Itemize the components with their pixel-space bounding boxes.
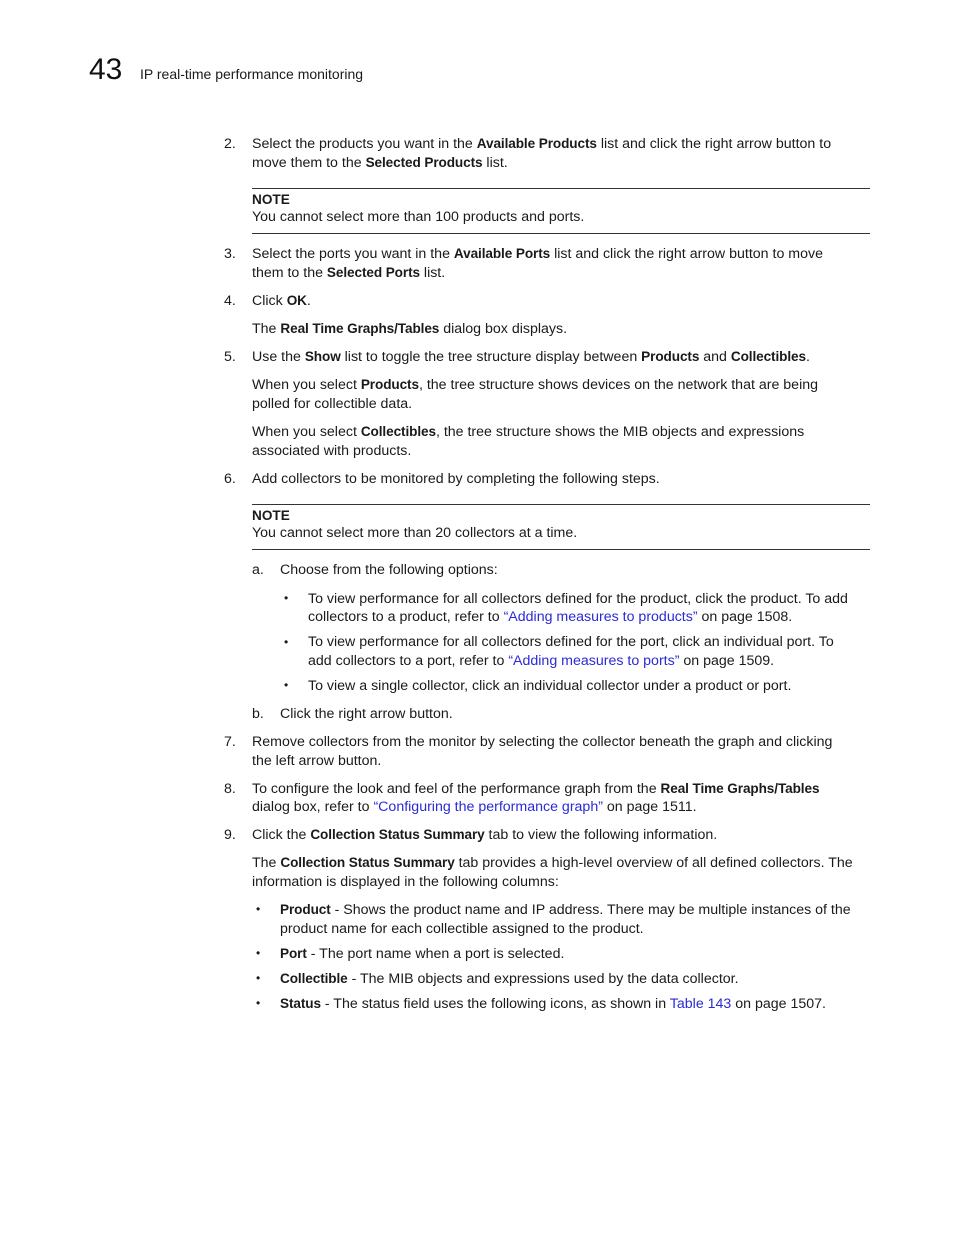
bullet-text: collectors to a product, refer to “Adding measures to products” on page 1508. — [308, 609, 793, 625]
paragraph: When you select Products, the tree structure shows devices on the network that are being — [252, 377, 818, 393]
step-number: 4. — [224, 293, 236, 309]
step-number: 9. — [224, 827, 236, 843]
bullet-icon: • — [256, 996, 261, 1010]
ui-term: Products — [641, 349, 700, 364]
ui-term: Products — [360, 377, 419, 392]
ui-term: Selected Ports — [326, 265, 420, 280]
substep-text: Click the right arrow button. — [280, 706, 453, 722]
ui-term: Available Ports — [453, 246, 551, 261]
step-text: dialog box, refer to “Configuring the performance graph” on page 1511. — [252, 799, 697, 815]
column-description: Status - The status field uses the following icons, as shown in Table 143 on page 1507. — [280, 996, 826, 1012]
step-number: 7. — [224, 734, 236, 750]
ui-term: Collection Status Summary — [280, 855, 455, 870]
step-number: 5. — [224, 349, 236, 365]
step-number: 6. — [224, 471, 236, 487]
bullet-icon: • — [284, 635, 289, 649]
table-reference-link[interactable]: Table 143 — [669, 996, 732, 1012]
substep-letter: b. — [252, 706, 264, 722]
step-text: move them to the Selected Products list. — [252, 155, 508, 171]
step-text: Select the ports you want in the Available Ports list and click the right arrow button to move — [252, 246, 823, 262]
bullet-icon: • — [284, 678, 289, 692]
paragraph: polled for collectible data. — [252, 396, 413, 412]
bullet-icon: • — [284, 591, 289, 605]
ui-term: Collectibles — [730, 349, 806, 364]
bullet-text: To view performance for all collectors defined for the port, click an individual port. To — [308, 634, 834, 650]
bullet-text: To view a single collector, click an individual collector under a product or port. — [308, 678, 792, 694]
column-name: Port — [280, 946, 307, 961]
bullet-text: To view performance for all collectors defined for the product, click the product. To add — [308, 591, 848, 607]
note-top-rule — [252, 188, 870, 189]
chapter-number: 43 — [89, 53, 123, 86]
step-number: 2. — [224, 136, 236, 152]
step-text: Select the products you want in the Available Products list and click the right arrow button to — [252, 136, 832, 152]
paragraph: The Real Time Graphs/Tables dialog box displays. — [252, 321, 568, 337]
note-bottom-rule — [252, 233, 870, 234]
chapter-title: IP real-time performance monitoring — [140, 66, 364, 82]
step-text: Add collectors to be monitored by completing the following steps. — [252, 471, 660, 487]
note-bottom-rule — [252, 549, 870, 550]
step-text: Use the Show list to toggle the tree structure display between Products and Collectibles. — [252, 349, 810, 365]
substep-text: Choose from the following options: — [280, 562, 498, 578]
ui-term: Selected Products — [365, 155, 483, 170]
cross-reference-link[interactable]: “Adding measures to products” — [503, 609, 698, 625]
note-label: NOTE — [252, 508, 290, 523]
column-description: Product - Shows the product name and IP address. There may be multiple instances of the — [280, 902, 851, 918]
column-description: product name for each collectible assigned to the product. — [280, 921, 644, 937]
substep-letter: a. — [252, 562, 264, 578]
step-number: 3. — [224, 246, 236, 262]
bullet-icon: • — [256, 902, 261, 916]
ui-term: Real Time Graphs/Tables — [280, 321, 440, 336]
column-name: Status — [280, 996, 321, 1011]
column-description: Port - The port name when a port is selected. — [280, 946, 565, 962]
step-text: To configure the look and feel of the performance graph from the Real Time Graphs/Tables — [252, 781, 820, 797]
step-text: Click OK. — [252, 293, 311, 309]
note-text: You cannot select more than 20 collectors at a time. — [252, 525, 578, 541]
paragraph: When you select Collectibles, the tree structure shows the MIB objects and expressions — [252, 424, 805, 440]
cross-reference-link[interactable]: “Configuring the performance graph” — [373, 799, 603, 815]
cross-reference-link[interactable]: “Adding measures to ports” — [508, 653, 680, 669]
ui-term: Available Products — [476, 136, 597, 151]
paragraph: information is displayed in the following columns: — [252, 874, 559, 890]
ui-term: Collectibles — [360, 424, 436, 439]
ui-term: OK — [286, 293, 307, 308]
note-top-rule — [252, 504, 870, 505]
bullet-icon: • — [256, 971, 261, 985]
step-text: Click the Collection Status Summary tab to view the following information. — [252, 827, 718, 843]
step-text: them to the Selected Ports list. — [252, 265, 446, 281]
paragraph: The Collection Status Summary tab provides a high-level overview of all defined collectors. The — [252, 855, 853, 871]
column-name: Collectible — [280, 971, 348, 986]
ui-term: Show — [304, 349, 341, 364]
ui-term: Collection Status Summary — [310, 827, 485, 842]
column-name: Product — [280, 902, 331, 917]
step-text: Remove collectors from the monitor by selecting the collector beneath the graph and clicking — [252, 734, 833, 750]
bullet-icon: • — [256, 946, 261, 960]
step-text: the left arrow button. — [252, 753, 382, 769]
step-number: 8. — [224, 781, 236, 797]
bullet-text: add collectors to a port, refer to “Adding measures to ports” on page 1509. — [308, 653, 775, 669]
paragraph: associated with products. — [252, 443, 412, 459]
ui-term: Real Time Graphs/Tables — [660, 781, 820, 796]
column-description: Collectible - The MIB objects and expressions used by the data collector. — [280, 971, 739, 987]
note-label: NOTE — [252, 192, 290, 207]
note-text: You cannot select more than 100 products and ports. — [252, 209, 585, 225]
